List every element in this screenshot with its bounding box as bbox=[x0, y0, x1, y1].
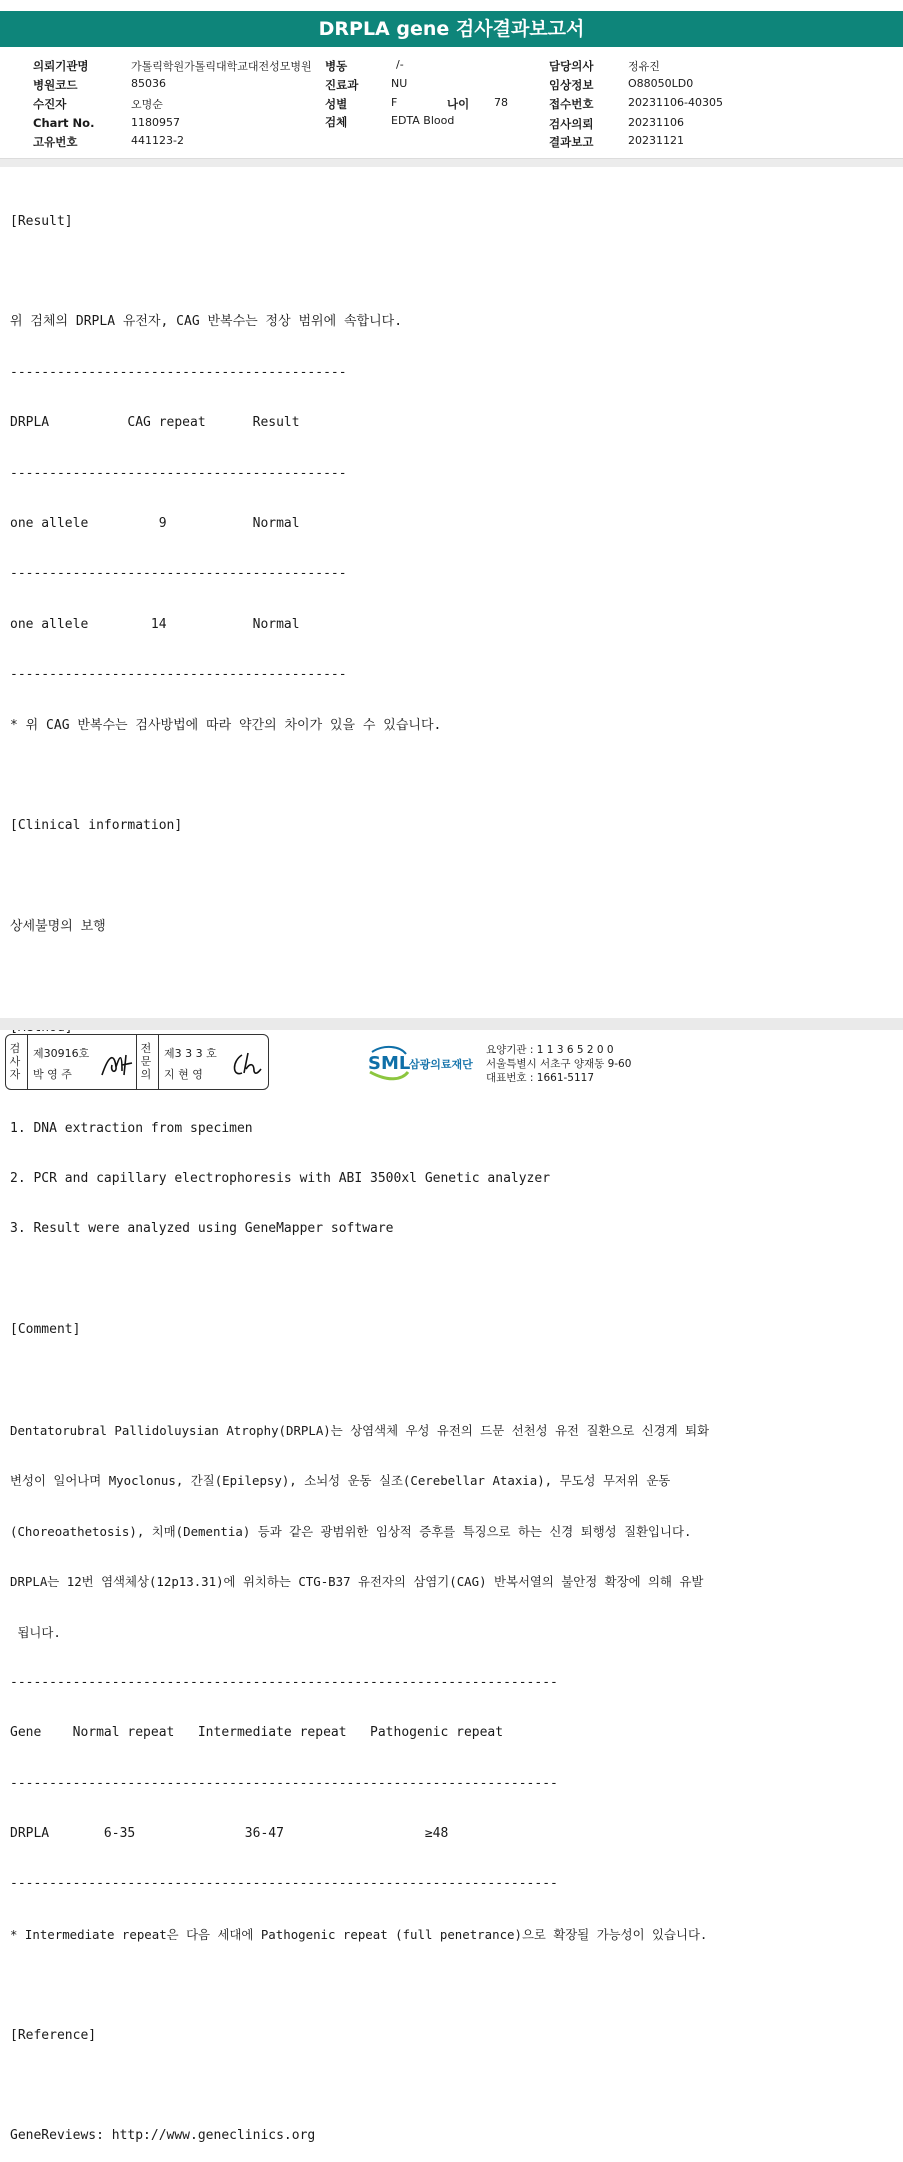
report-body bbox=[10, 180, 900, 2162]
age-label: 나이 bbox=[447, 97, 470, 111]
logo-letters: SML bbox=[368, 1053, 411, 1074]
report-date-label: 결과보고 bbox=[549, 135, 594, 149]
doctor-label: 담당의사 bbox=[549, 59, 594, 73]
patient-info-header bbox=[0, 50, 903, 160]
request-date-label: 검사의뢰 bbox=[549, 117, 594, 131]
method-step-3: 3. Result were analyzed using GeneMapper software bbox=[10, 1221, 394, 1237]
clinical-heading: [Clinical information] bbox=[10, 818, 183, 834]
ward-value: /- bbox=[396, 58, 404, 71]
reviewer-signature-icon bbox=[228, 1047, 264, 1081]
chart-no-label: Chart No. bbox=[33, 116, 95, 130]
result-heading: [Result] bbox=[10, 213, 73, 229]
report-title: DRPLA gene 검사결과보고서 bbox=[0, 11, 903, 47]
examiner-name: 박 영 주 bbox=[33, 1068, 72, 1081]
reference-heading: [Reference] bbox=[10, 2027, 97, 2043]
comment-line-2: 변성이 일어나며 Myoclonus, 간질(Epilepsy), 소뇌성 운동 실조(Cerebellar Ataxia), 무도성 무저위 운동 bbox=[10, 1473, 671, 1489]
doctor-value: 정유진 bbox=[628, 60, 660, 73]
table-divider: ---------------------------------------------------------------------- bbox=[10, 1775, 558, 1791]
result-note: * 위 CAG 반복수는 검사방법에 따라 약간의 차이가 있을 수 있습니다. bbox=[10, 717, 442, 733]
lab-contact-info bbox=[486, 1043, 631, 1085]
method-step-1: 1. DNA extraction from specimen bbox=[10, 1120, 253, 1136]
request-date-value: 20231106 bbox=[628, 116, 684, 129]
repeat-table-row: DRPLA 6-35 36-47 ≥48 bbox=[10, 1826, 449, 1842]
institution-label: 의뢰기관명 bbox=[33, 59, 89, 73]
department-value: NU bbox=[391, 77, 408, 90]
hospital-code-value: 85036 bbox=[131, 77, 166, 90]
specimen-value: EDTA Blood bbox=[391, 114, 455, 127]
clinical-text: 상세불명의 보행 bbox=[10, 919, 106, 935]
contact-line-1: 요양기관 : 1 1 3 6 5 2 0 0 bbox=[486, 1044, 614, 1056]
table-divider: ------------------------------------------- bbox=[10, 465, 347, 481]
ward-label: 병동 bbox=[325, 59, 348, 73]
comment-line-1: Dentatorubral Pallidoluysian Atrophy(DRPLA)는 상염색체 우성 유전의 드문 선천성 유전 질환으로 신경계 퇴화 bbox=[10, 1422, 710, 1438]
clinical-info-value: O88050LD0 bbox=[628, 77, 694, 90]
contact-line-3: 대표번호 : 1661-5117 bbox=[486, 1072, 595, 1084]
result-summary: 위 검체의 DRPLA 유전자, CAG 반복수는 정상 범위에 속합니다. bbox=[10, 314, 403, 330]
reviewer-label: 전문의 bbox=[140, 1042, 152, 1081]
chart-no-value: 1180957 bbox=[131, 116, 180, 129]
institution-value: 가톨릭학원가톨릭대학교대전성모병원 bbox=[131, 60, 312, 73]
table-divider: ------------------------------------------- bbox=[10, 566, 347, 582]
report-date-value: 20231121 bbox=[628, 134, 684, 147]
specimen-label: 검체 bbox=[325, 115, 348, 129]
method-step-2: 2. PCR and capillary electrophoresis with ABI 3500xl Genetic analyzer bbox=[10, 1171, 551, 1187]
table-divider: ---------------------------------------------------------------------- bbox=[10, 1876, 558, 1892]
age-value: 78 bbox=[494, 96, 508, 109]
examiner-license-no: 제30916호 bbox=[33, 1047, 90, 1060]
unique-no-label: 고유번호 bbox=[33, 135, 78, 149]
table-divider: ------------------------------------------- bbox=[10, 667, 347, 683]
comment-line-5: 됩니다. bbox=[10, 1624, 61, 1640]
receipt-no-value: 20231106-40305 bbox=[628, 96, 723, 109]
sex-label: 성별 bbox=[325, 97, 348, 111]
table-divider: ---------------------------------------------------------------------- bbox=[10, 1674, 558, 1690]
sex-value: F bbox=[391, 96, 398, 109]
clinical-info-label: 임상정보 bbox=[549, 78, 594, 92]
hospital-code-label: 병원코드 bbox=[33, 78, 78, 92]
reviewer-name: 지 현 영 bbox=[164, 1068, 203, 1081]
unique-no-value: 441123-2 bbox=[131, 134, 184, 147]
repeat-note: * Intermediate repeat은 다음 세대에 Pathogenic repeat (full penetrance)으로 확장될 가능성이 있습니다. bbox=[10, 1926, 708, 1942]
header-divider bbox=[0, 158, 903, 167]
allele-row-1: one allele 9 Normal bbox=[10, 515, 300, 531]
reference-text: GeneReviews: http://www.geneclinics.org bbox=[10, 2128, 316, 2144]
comment-line-3: (Choreoathetosis), 치매(Dementia) 등과 같은 광범위한 임상적 증후를 특징으로 하는 신경 퇴행성 질환입니다. bbox=[10, 1523, 692, 1539]
receipt-no-label: 접수번호 bbox=[549, 97, 594, 111]
reviewer-license-no: 제3 3 3 호 bbox=[164, 1047, 217, 1060]
allele-row-2: one allele 14 Normal bbox=[10, 616, 300, 632]
department-label: 진료과 bbox=[325, 78, 359, 92]
table-divider: ------------------------------------------- bbox=[10, 364, 347, 380]
patient-label: 수진자 bbox=[33, 97, 67, 111]
signature-box bbox=[5, 1034, 269, 1090]
patient-value: 오명순 bbox=[131, 98, 163, 111]
footer-divider bbox=[0, 1018, 903, 1030]
repeat-table-header: Gene Normal repeat Intermediate repeat Pathogenic repeat bbox=[10, 1725, 504, 1741]
comment-line-4: DRPLA는 12번 염색체상(12p13.31)에 위치하는 CTG-B37 유전자의 삼염기(CAG) 반복서열의 불안정 확장에 의해 유발 bbox=[10, 1574, 704, 1590]
examiner-label: 검사자 bbox=[9, 1042, 21, 1081]
comment-heading: [Comment] bbox=[10, 1322, 81, 1338]
logo-name: 삼광의료재단 bbox=[409, 1058, 473, 1071]
allele-table-header: DRPLA CAG repeat Result bbox=[10, 415, 300, 431]
contact-line-2: 서울특별시 서초구 양재동 9-60 bbox=[486, 1058, 632, 1070]
